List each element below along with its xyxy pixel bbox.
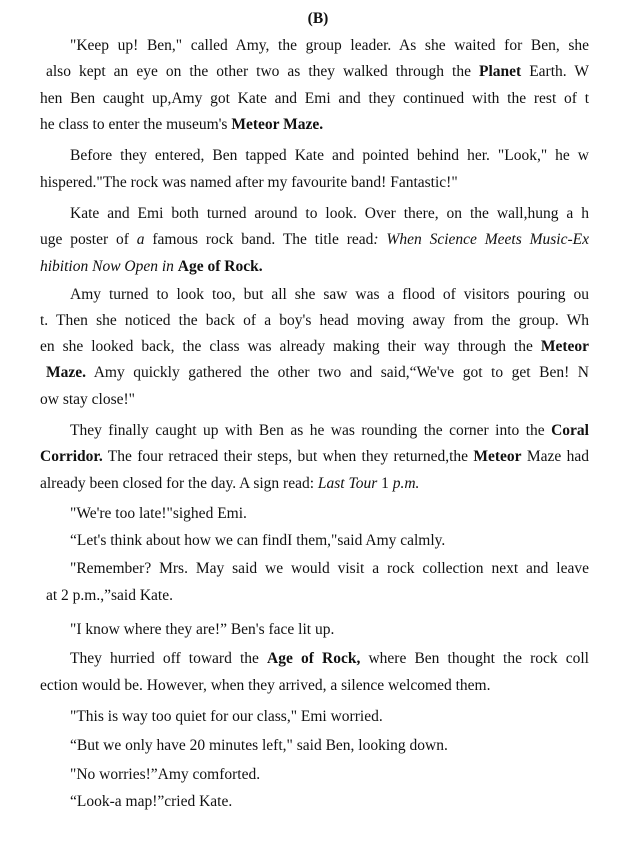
text-segment: he class to enter the museum's <box>40 116 232 133</box>
text-line <box>40 362 589 384</box>
bold-text: Corridor. <box>40 448 103 465</box>
text-segment: The four retraced their steps, but when they returned,the <box>102 448 474 465</box>
text-segment: already been closed for the day. A sign read: <box>40 475 318 492</box>
text-segment: Maze had <box>521 448 589 465</box>
text-segment: Kate and Emi both turned around to look. Over there, on the wall,hung a h <box>70 205 589 222</box>
text-line <box>40 648 589 670</box>
text-line <box>40 88 589 110</box>
text-line <box>40 791 589 813</box>
text-line <box>40 35 589 57</box>
text-segment: also kept an eye on the other two as they walked through the <box>46 63 479 80</box>
text-segment: Amy turned to look too, but all she saw was a flood of visitors pouring ou <box>70 286 589 303</box>
text-line <box>40 675 589 697</box>
text-line <box>40 256 589 278</box>
italic-text: a <box>136 231 145 248</box>
text-segment: hen Ben caught up,Amy got Kate and Emi and they continued with the rest of t <box>40 90 589 107</box>
bold-text: Meteor <box>540 338 589 355</box>
text-line <box>40 229 589 251</box>
bold-text: Coral <box>551 422 589 439</box>
text-segment: Earth. W <box>521 63 589 80</box>
text-line <box>40 446 589 468</box>
text-line <box>40 764 589 786</box>
italic-text: Last Tour <box>317 475 378 492</box>
text-segment: “Let's think about how we can findI them,"said Amy calmly. <box>70 532 446 549</box>
section-heading: (B) <box>307 10 329 27</box>
text-segment: ow stay close!" <box>40 391 135 408</box>
italic-text: hibition Now Open in <box>40 258 178 275</box>
text-line <box>40 735 589 757</box>
text-segment: Amy quickly gathered the other two and said,“We've got to get Ben! N <box>86 364 589 381</box>
text-line <box>40 619 589 641</box>
text-line <box>40 530 589 552</box>
text-line <box>40 558 589 580</box>
italic-text: : When Science Meets Music-Ex <box>373 231 589 248</box>
text-segment: ection would be. However, when they arrived, a silence welcomed them. <box>40 677 491 694</box>
text-line <box>40 61 589 83</box>
text-segment: "We're too late!"sighed Emi. <box>70 505 247 522</box>
text-line <box>40 420 589 442</box>
text-segment: t. Then she noticed the back of a boy's head moving away from the group. Wh <box>40 312 589 329</box>
text-segment: "I know where they are!” Ben's face lit up. <box>70 621 335 638</box>
text-line <box>40 585 589 607</box>
text-segment: uge poster of <box>40 231 137 248</box>
bold-text: Age of Rock, <box>267 650 361 667</box>
text-segment: en she looked back, the class was already making their way through the <box>40 338 541 355</box>
text-segment: "Remember? Mrs. May said we would visit a rock collection next and leave <box>70 560 589 577</box>
text-line <box>40 503 589 525</box>
text-segment: “But we only have 20 minutes left," said Ben, looking down. <box>70 737 448 754</box>
bold-text: Meteor Maze. <box>231 116 324 133</box>
text-segment: famous rock band. The title read <box>144 231 374 248</box>
text-line <box>40 145 589 167</box>
text-segment: hispered."The rock was named after my favourite band! Fantastic!" <box>40 174 458 191</box>
text-segment: They hurried off toward the <box>70 650 268 667</box>
text-segment: “Look-a map!”cried Kate. <box>70 793 233 810</box>
text-line <box>40 473 589 495</box>
text-segment: where Ben thought the rock coll <box>360 650 589 667</box>
bold-text: Planet <box>479 63 522 80</box>
text-line <box>40 389 589 411</box>
text-line <box>40 310 589 332</box>
text-segment: "No worries!”Amy comforted. <box>70 766 261 783</box>
text-line <box>40 114 589 136</box>
text-line <box>40 284 589 306</box>
text-segment: at 2 p.m.,”said Kate. <box>46 587 173 604</box>
text-segment: 1 <box>377 475 393 492</box>
text-segment: "Keep up! Ben," called Amy, the group leader. As she waited for Ben, she <box>70 37 589 54</box>
text-segment: Before they entered, Ben tapped Kate and pointed behind her. "Look," he w <box>70 147 589 164</box>
text-line <box>40 706 589 728</box>
bold-text: Meteor <box>473 448 522 465</box>
bold-text: Age of Rock. <box>177 258 263 275</box>
italic-text: p.m. <box>392 475 420 492</box>
text-segment: "This is way too quiet for our class," Emi worried. <box>70 708 383 725</box>
bold-text: Maze. <box>46 364 87 381</box>
text-line <box>40 203 589 225</box>
text-segment: They finally caught up with Ben as he was rounding the corner into the <box>70 422 552 439</box>
text-line <box>40 336 589 358</box>
text-line <box>40 172 589 194</box>
